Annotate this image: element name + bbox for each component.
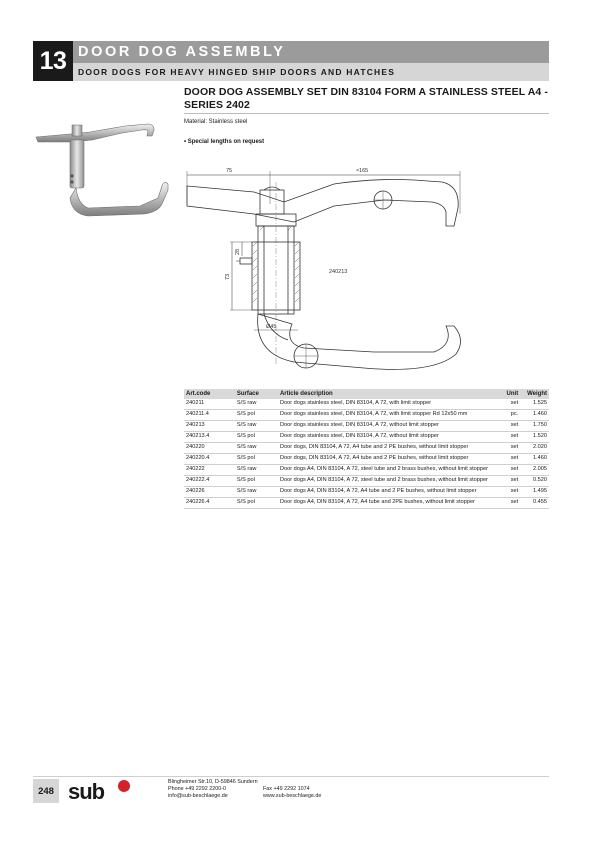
footer-web[interactable]: www.sub-beschlaege.de xyxy=(263,793,322,799)
cell-code: 240226.4 xyxy=(184,498,235,509)
cell-code: 240211 xyxy=(184,399,235,410)
header-weight: Weight xyxy=(520,389,549,399)
table-header-row xyxy=(184,389,549,399)
table-row xyxy=(184,410,549,421)
table-row xyxy=(184,487,549,498)
cell-surface: S/S pol xyxy=(235,432,278,443)
cell-surface: S/S pol xyxy=(235,476,278,487)
cell-unit: set xyxy=(495,454,520,465)
cell-weight: 2.020 xyxy=(520,443,549,454)
footer-email[interactable]: info@sub-beschlaege.de xyxy=(168,793,228,799)
cell-weight: 1.495 xyxy=(520,487,549,498)
title-divider xyxy=(184,113,549,114)
table-row xyxy=(184,454,549,465)
cell-weight: 2.005 xyxy=(520,465,549,476)
cell-description: Door dogs stainless steel, DIN 83104, A 72, without limit stopper xyxy=(278,432,495,443)
chapter-title: DOOR DOG ASSEMBLY xyxy=(73,41,549,63)
chapter-number: 13 xyxy=(33,41,73,81)
footer-phone: Phone +49 2292 2200-0 xyxy=(168,786,227,792)
table-row xyxy=(184,498,549,509)
cell-description: Door dogs A4, DIN 83104, A 72, A4 tube and 2PE bushes, without limit stopper xyxy=(278,498,495,509)
cell-weight: 0.455 xyxy=(520,498,549,509)
cell-code: 240213.4 xyxy=(184,432,235,443)
cell-description: Door dogs A4, DIN 83104, A 72, steel tube and 2 brass bushes, without limit stopper xyxy=(278,465,495,476)
dimension-45: Ø45 xyxy=(266,324,277,330)
cell-unit: set xyxy=(495,432,520,443)
cell-unit: set xyxy=(495,498,520,509)
footer-divider xyxy=(33,776,549,777)
cell-unit: set xyxy=(495,443,520,454)
cell-weight: 1.520 xyxy=(520,432,549,443)
table-row xyxy=(184,476,549,487)
product-table xyxy=(184,389,549,509)
footer-address-block xyxy=(168,779,258,800)
cell-unit: set xyxy=(495,487,520,498)
table-row xyxy=(184,443,549,454)
footer-address: Blingheimer Str.10, D-59846 Sundern xyxy=(168,779,258,785)
cell-weight: 1.750 xyxy=(520,421,549,432)
cell-description: Door dogs A4, DIN 83104, A 72, steel tube and 2 brass bushes, without limit stopper xyxy=(278,476,495,487)
cell-description: Door dogs, DIN 83104, A 72, A4 tube and 2 PE bushes, without limit stopper xyxy=(278,443,495,454)
header-art-code: Art.code xyxy=(184,389,235,399)
cell-code: 240222 xyxy=(184,465,235,476)
cell-surface: S/S raw xyxy=(235,465,278,476)
cell-surface: S/S raw xyxy=(235,487,278,498)
cell-description: Door dogs stainless steel, DIN 83104, A 72, with limit stopper Rd 12x50 mm xyxy=(278,410,495,421)
table-row xyxy=(184,421,549,432)
header-surface: Surface xyxy=(235,389,278,399)
cell-code: 240220 xyxy=(184,443,235,454)
cell-unit: set xyxy=(495,399,520,410)
cell-code: 240226 xyxy=(184,487,235,498)
product-title: DOOR DOG ASSEMBLY SET DIN 83104 FORM A STAINLESS STEEL A4 - SERIES 2402 xyxy=(184,86,548,111)
cell-weight: 1.460 xyxy=(520,454,549,465)
dimension-28: 28 xyxy=(235,248,241,255)
cell-unit: set xyxy=(495,476,520,487)
cell-surface: S/S raw xyxy=(235,399,278,410)
table-row xyxy=(184,465,549,476)
page-number: 248 xyxy=(33,779,59,803)
footer-contact-block xyxy=(263,786,321,800)
table-row xyxy=(184,432,549,443)
special-lengths-note: • Special lengths on request xyxy=(184,139,265,145)
header-description: Article description xyxy=(278,389,495,399)
cell-unit: set xyxy=(495,465,520,476)
cell-weight: 0.520 xyxy=(520,476,549,487)
cell-description: Door dogs stainless steel, DIN 83104, A 72, without limit stopper xyxy=(278,421,495,432)
cell-code: 240211.4 xyxy=(184,410,235,421)
cell-description: Door dogs A4, DIN 83104, A 72, A4 tube and 2 PE bushes, without limit stopper xyxy=(278,487,495,498)
technical-drawing xyxy=(184,164,474,380)
chapter-subtitle: DOOR DOGS FOR HEAVY HINGED SHIP DOORS AND HATCHES xyxy=(73,63,549,81)
cell-weight: 1.460 xyxy=(520,410,549,421)
dimension-165: ≈165 xyxy=(356,168,369,174)
cell-weight: 1.525 xyxy=(520,399,549,410)
dimension-73: 73 xyxy=(225,273,231,280)
header-unit: Unit xyxy=(495,389,520,399)
cell-surface: S/S raw xyxy=(235,443,278,454)
cell-unit: pc. xyxy=(495,410,520,421)
material-text: Material: Stainless steel xyxy=(184,119,248,125)
table-row xyxy=(184,399,549,410)
dimension-75: 75 xyxy=(226,168,233,174)
logo-text: sub xyxy=(68,779,105,804)
cell-unit: set xyxy=(495,421,520,432)
cell-surface: S/S pol xyxy=(235,454,278,465)
cell-surface: S/S raw xyxy=(235,421,278,432)
cell-code: 240222.4 xyxy=(184,476,235,487)
drawing-code: 240213 xyxy=(329,269,348,275)
product-photo xyxy=(30,118,180,223)
cell-description: Door dogs, DIN 83104, A 72, A4 tube and 2 PE bushes, without limit stopper xyxy=(278,454,495,465)
cell-description: Door dogs stainless steel, DIN 83104, A 72, with limit stopper xyxy=(278,399,495,410)
cell-surface: S/S pol xyxy=(235,498,278,509)
cell-code: 240213 xyxy=(184,421,235,432)
cell-code: 240220.4 xyxy=(184,454,235,465)
footer-fax: Fax +49 2292 1074 xyxy=(263,786,310,792)
cell-surface: S/S pol xyxy=(235,410,278,421)
sub-logo xyxy=(67,779,131,805)
